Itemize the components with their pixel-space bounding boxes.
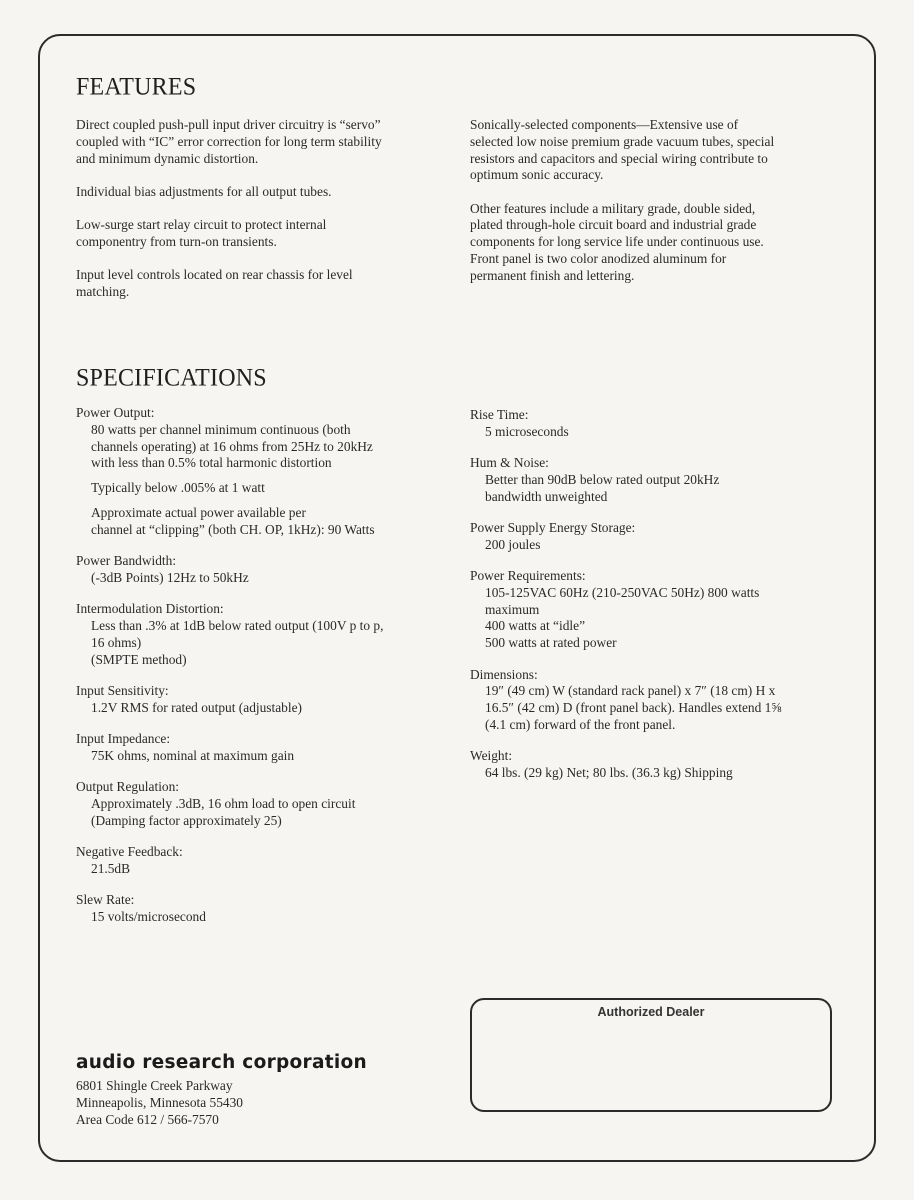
spec-label: Slew Rate: (76, 892, 135, 908)
spec-value: (-3dB Points) 12Hz to 50kHz (91, 569, 249, 585)
authorized-dealer-title: Authorized Dealer (597, 1005, 705, 1019)
spec-label: Power Output: (76, 405, 155, 420)
spec-label: Input Impedance: (76, 730, 171, 746)
features-heading: FEATURES (76, 73, 197, 101)
spec-value: 64 lbs. (29 kg) Net; 80 lbs. (36.3 kg) Shipping (485, 765, 733, 781)
spec-value: 19″ (49 cm) W (standard rack panel) x 7″ (18 cm) H x 16.5″ (42 cm) D (front panel back). Handles extend 1⅝ (4.1 cm) forward of the front panel. (485, 683, 782, 732)
feature-input-level: Input level controls located on rear chassis for level matching. (76, 267, 353, 300)
spec-label: Output Regulation: (76, 779, 180, 795)
feature-servo: Direct coupled push-pull input driver circuitry is “servo” coupled with “IC” error correction for long term stability and minimum dynamic distortion. (76, 117, 382, 166)
spec-label: Hum & Noise: (470, 455, 549, 471)
features-left-column (76, 117, 456, 317)
spec-value: 21.5dB (91, 860, 131, 876)
spec-power-requirements (470, 568, 865, 652)
spec-label: Power Supply Energy Storage: (470, 519, 636, 535)
spec-output-regulation (76, 779, 461, 829)
spec-value: 1.2V RMS for rated output (adjustable) (91, 699, 302, 715)
spec-value: 105-125VAC 60Hz (210-250VAC 50Hz) 800 watts maximum 400 watts at “idle” 500 watts at rated power (485, 584, 760, 651)
spec-value: Approximate actual power available per channel at “clipping” (both CH. OP, 1kHz): 90 Watts (91, 504, 375, 537)
spec-value: 80 watts per channel minimum continuous (both channels operating) at 16 ohms from 25Hz to 20kHz with less than 0.5% total harmonic distortion (91, 421, 373, 471)
spec-label: Weight: (470, 748, 513, 764)
spec-label: Power Bandwidth: (76, 553, 177, 569)
feature-bias: Individual bias adjustments for all output tubes. (76, 183, 332, 199)
features-right-column (470, 117, 850, 301)
spec-label: Power Requirements: (470, 568, 586, 584)
spec-power-output (76, 405, 461, 539)
specifications-right-column (470, 407, 865, 796)
spec-value: Typically below .005% at 1 watt (91, 480, 265, 496)
authorized-dealer-box (470, 998, 832, 1112)
spec-power-bandwidth (76, 553, 461, 587)
spec-value: 15 volts/microsecond (91, 908, 206, 924)
spec-value: Better than 90dB below rated output 20kHz bandwidth unweighted (485, 471, 720, 504)
spec-intermodulation-distortion (76, 601, 461, 668)
spec-negative-feedback (76, 844, 461, 878)
spec-label: Negative Feedback: (76, 843, 183, 859)
spec-value: Approximately .3dB, 16 ohm load to open circuit (Damping factor approximately 25) (91, 795, 356, 828)
spec-dimensions (470, 667, 865, 734)
spec-input-sensitivity (76, 683, 461, 717)
spec-label: Intermodulation Distortion: (76, 601, 224, 617)
spec-label: Rise Time: (470, 407, 529, 422)
spec-input-impedance (76, 731, 461, 765)
spec-weight (470, 748, 865, 782)
specifications-left-column (76, 405, 461, 940)
feature-components: Sonically-selected components—Extensive use of selected low noise premium grade vacuum tubes, special resistors and capacitors and special wiring contribute to optimum sonic accuracy. (470, 117, 775, 183)
spec-label: Dimensions: (470, 666, 538, 682)
spec-value: Less than .3% at 1dB below rated output (100V p to p, 16 ohms) (SMPTE method) (91, 617, 384, 667)
address-city: Minneapolis, Minnesota 55430 (76, 1094, 243, 1110)
address-phone: Area Code 612 / 566-7570 (76, 1111, 219, 1127)
spec-rise-time (470, 407, 865, 441)
spec-value: 200 joules (485, 536, 541, 552)
spec-value: 5 microseconds (485, 423, 569, 439)
specifications-heading: SPECIFICATIONS (76, 364, 267, 392)
spec-label: Input Sensitivity: (76, 682, 169, 698)
company-address (76, 1078, 243, 1128)
spec-slew-rate (76, 892, 461, 926)
address-street: 6801 Shingle Creek Parkway (76, 1078, 233, 1093)
spec-energy-storage (470, 520, 865, 554)
spec-hum-noise (470, 455, 865, 505)
feature-relay: Low-surge start relay circuit to protect internal componentry from turn-on transients. (76, 217, 327, 249)
spec-value: 75K ohms, nominal at maximum gain (91, 747, 295, 763)
company-logo: audio research corporation (76, 1052, 368, 1073)
feature-other: Other features include a military grade, double sided, plated through-hole circuit board and industrial grade components for long service life under continuous use. Front panel is two color anodized aluminum for permanent finish and lettering. (470, 200, 764, 283)
